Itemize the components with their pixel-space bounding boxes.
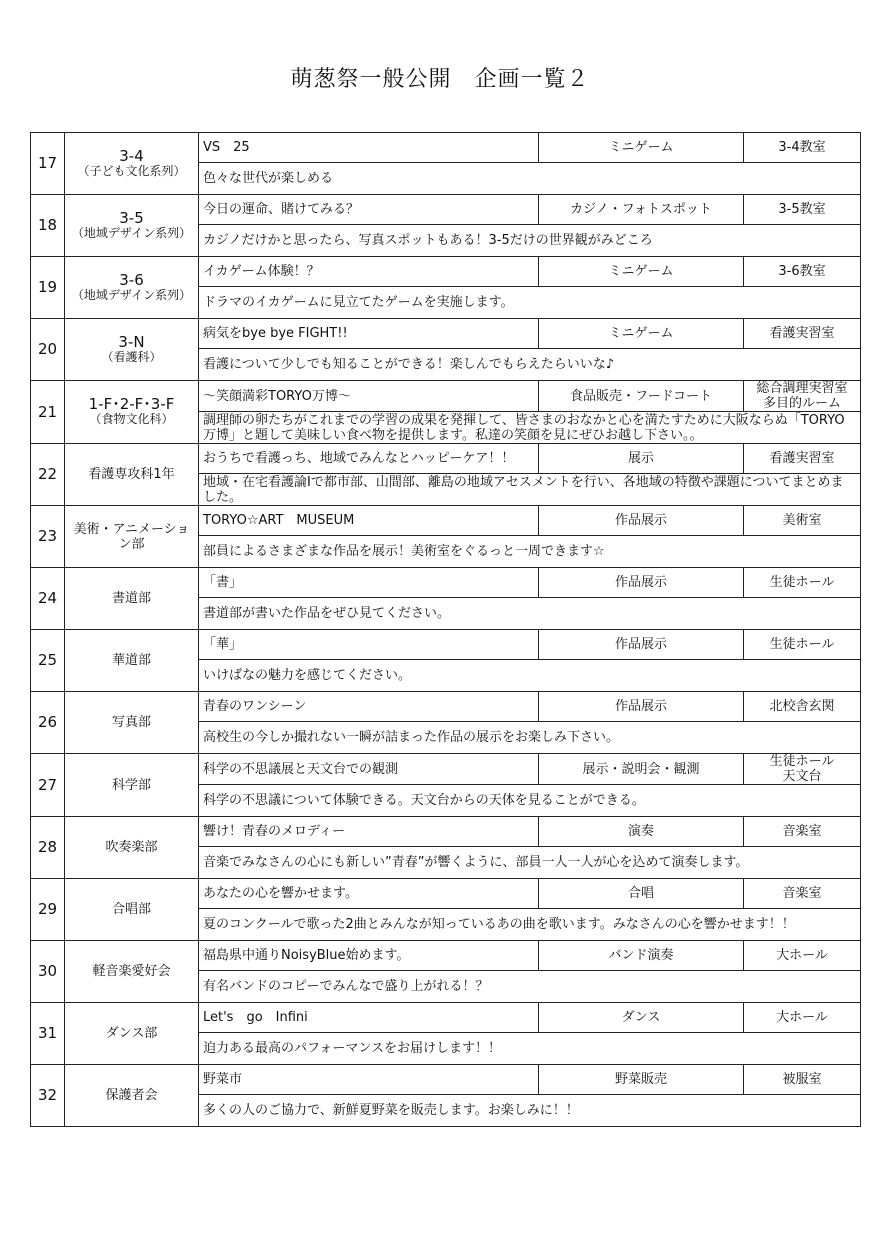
table-row	[31, 692, 861, 722]
event-place	[744, 941, 861, 971]
table-row	[31, 1003, 861, 1033]
place-line: 被服室	[782, 1072, 822, 1087]
entry-number: 19	[31, 257, 65, 319]
entry-number: 25	[31, 630, 65, 692]
event-type: 作品展示	[539, 568, 744, 598]
group-label: 科学部	[111, 777, 151, 793]
event-name: VS 25	[199, 133, 539, 163]
table-row	[31, 941, 861, 971]
event-name: おうちで看護っち、地域でみんなとハッピーケア！！	[199, 444, 539, 474]
event-type: 食品販売・フードコート	[539, 381, 744, 412]
event-description: 色々な世代が楽しめる	[199, 163, 861, 195]
entry-number: 17	[31, 133, 65, 195]
event-description: いけばなの魅力を感じてください。	[199, 660, 861, 692]
event-name: 福島県中通りNoisyBlue始めます。	[199, 941, 539, 971]
table-row	[31, 568, 861, 598]
group-name	[65, 941, 199, 1003]
event-description: カジノだけかと思ったら、写真スポットもある！3-5だけの世界観がみどころ	[199, 225, 861, 257]
group-name	[65, 381, 199, 444]
entry-number: 28	[31, 817, 65, 879]
event-place	[744, 381, 861, 412]
entry-number: 30	[31, 941, 65, 1003]
group-label: 3-4	[119, 146, 144, 165]
event-description: 書道部が書いた作品をぜひ見てください。	[199, 598, 861, 630]
place-line: 3-5教室	[778, 202, 826, 217]
event-place	[744, 195, 861, 225]
entry-number: 23	[31, 506, 65, 568]
event-name: 病気をbye bye FIGHT!!	[199, 319, 539, 349]
table-row	[31, 754, 861, 785]
event-place	[744, 257, 861, 287]
table-row	[31, 444, 861, 474]
event-description: 地域・在宅看護論Ⅰで都市部、山間部、離島の地域アセスメントを行い、各地域の特徴や課題についてまとめました。	[199, 474, 861, 506]
event-description: 音楽でみなさんの心にも新しい”青春”が響くように、部員一人一人が心を込めて演奏します。	[199, 847, 861, 879]
event-description: 科学の不思議について体験できる。天文台からの天体を見ることができる。	[199, 785, 861, 817]
event-place	[744, 133, 861, 163]
event-name: 「書」	[199, 568, 539, 598]
event-description: 迫力ある最高のパフォーマンスをお届けします！！	[199, 1033, 861, 1065]
event-type: 作品展示	[539, 506, 744, 536]
group-label: 書道部	[111, 591, 151, 606]
event-place	[744, 879, 861, 909]
event-name: 青春のワンシーン	[199, 692, 539, 722]
group-name	[65, 817, 199, 879]
event-place	[744, 506, 861, 536]
page-title: 萌葱祭一般公開 企画一覧２	[290, 67, 590, 92]
event-name: イカゲーム体験！？	[199, 257, 539, 287]
table-row	[31, 319, 861, 349]
event-name: TORYO☆ART MUSEUM	[199, 506, 539, 536]
place-line: 3-6教室	[778, 264, 826, 279]
event-type: カジノ・フォトスポット	[539, 195, 744, 225]
event-place	[744, 1065, 861, 1095]
group-name	[65, 195, 199, 257]
group-sublabel: （看護科）	[101, 349, 162, 364]
event-type: ダンス	[539, 1003, 744, 1033]
event-type: バンド演奏	[539, 941, 744, 971]
group-label: 華道部	[111, 653, 151, 668]
group-label: 1-F･2-F･3-F	[88, 395, 175, 413]
group-name	[65, 879, 199, 941]
group-name	[65, 568, 199, 630]
group-label: 3-5	[119, 208, 144, 227]
event-description: 看護について少しでも知ることができる！楽しんでもらえたらいいな♪	[199, 349, 861, 381]
group-sublabel: （地域デザイン系列）	[71, 287, 192, 302]
entry-number: 27	[31, 754, 65, 817]
place-line: 北校舎玄関	[769, 699, 835, 714]
group-name	[65, 692, 199, 754]
place-line: 生徒ホール	[769, 637, 835, 652]
event-type: ミニゲーム	[539, 133, 744, 163]
group-label: 吹奏楽部	[105, 840, 158, 855]
table-row	[31, 630, 861, 660]
group-label: 写真部	[111, 715, 151, 730]
event-place	[744, 817, 861, 847]
group-name	[65, 444, 199, 506]
group-name	[65, 133, 199, 195]
event-type: 作品展示	[539, 630, 744, 660]
event-place	[744, 692, 861, 722]
event-type: 野菜販売	[539, 1065, 744, 1095]
group-label: 美術・アニメーション部	[73, 521, 190, 552]
group-label: 看護専攻科1年	[88, 467, 175, 482]
table-row	[31, 879, 861, 909]
group-name	[65, 506, 199, 568]
event-type: 展示	[539, 444, 744, 474]
place-line: 3-4教室	[778, 140, 826, 155]
event-name: Let's go Infini	[199, 1003, 539, 1033]
entry-number: 24	[31, 568, 65, 630]
place-line: 看護実習室	[769, 451, 835, 466]
table-row	[31, 1065, 861, 1095]
entry-number: 21	[31, 381, 65, 444]
event-type: ミニゲーム	[539, 319, 744, 349]
group-name	[65, 1065, 199, 1127]
table-row	[31, 817, 861, 847]
group-name	[65, 257, 199, 319]
event-description: ドラマのイカゲームに見立てたゲームを実施します。	[199, 287, 861, 319]
event-place	[744, 754, 861, 785]
place-line: 総合調理実習室	[756, 381, 848, 396]
event-name: 響け！青春のメロディー	[199, 817, 539, 847]
group-sublabel: （子ども文化系列）	[77, 163, 186, 178]
place-line: 大ホール	[776, 1010, 828, 1025]
entry-number: 31	[31, 1003, 65, 1065]
event-description: 多くの人のご協力で、新鮮夏野菜を販売します。お楽しみに！！	[199, 1095, 861, 1127]
entry-number: 32	[31, 1065, 65, 1127]
place-line: 大ホール	[776, 948, 828, 963]
table-row	[31, 257, 861, 287]
event-type: ミニゲーム	[539, 257, 744, 287]
event-type: 演奏	[539, 817, 744, 847]
group-label: 軽音楽愛好会	[92, 964, 171, 979]
group-sublabel: （地域デザイン系列）	[71, 225, 192, 240]
event-name: 野菜市	[199, 1065, 539, 1095]
event-description: 調理師の卵たちがこれまでの学習の成果を発揮して、皆さまのおなかと心を満たすために大阪ならぬ「TORYO万博」と題して美味しい食べ物を提供します。私達の笑顔を見にぜひお越し下さい。。	[199, 412, 861, 444]
table-row	[31, 381, 861, 412]
event-table	[30, 132, 861, 1127]
table-row	[31, 133, 861, 163]
group-name	[65, 630, 199, 692]
place-line: 天文台	[782, 769, 822, 784]
event-name: あなたの心を響かせます。	[199, 879, 539, 909]
group-label: 3-6	[119, 270, 144, 289]
event-place	[744, 568, 861, 598]
place-line: 音楽室	[782, 824, 822, 839]
group-name	[65, 319, 199, 381]
event-place	[744, 1003, 861, 1033]
group-name	[65, 754, 199, 817]
event-place	[744, 319, 861, 349]
event-description: 夏のコンクールで歌った2曲とみんなが知っているあの曲を歌います。みなさんの心を響かせます！！	[199, 909, 861, 941]
place-line: 生徒ホール	[769, 754, 835, 769]
event-description: 有名バンドのコピーでみんなで盛り上がれる！？	[199, 971, 861, 1003]
entry-number: 29	[31, 879, 65, 941]
event-place	[744, 444, 861, 474]
event-type: 展示・説明会・観測	[539, 754, 744, 785]
place-line: 美術室	[782, 513, 822, 528]
group-name	[65, 1003, 199, 1065]
event-description: 高校生の今しか撮れない一瞬が詰まった作品の展示をお楽しみ下さい。	[199, 722, 861, 754]
entry-number: 18	[31, 195, 65, 257]
event-type: 合唱	[539, 879, 744, 909]
event-name: 科学の不思議展と天文台での観測	[199, 754, 539, 785]
entry-number: 20	[31, 319, 65, 381]
group-label: ダンス部	[105, 1026, 158, 1041]
entry-number: 22	[31, 444, 65, 506]
event-name: 「華」	[199, 630, 539, 660]
event-name: ～笑顔満彩TORYO万博～	[199, 381, 539, 412]
place-line: 音楽室	[782, 886, 822, 901]
group-label: 合唱部	[111, 902, 151, 917]
group-label: 3-N	[118, 332, 145, 351]
place-line: 看護実習室	[769, 326, 835, 341]
entry-number: 26	[31, 692, 65, 754]
event-place	[744, 630, 861, 660]
event-type: 作品展示	[539, 692, 744, 722]
place-line: 多目的ルーム	[762, 396, 841, 411]
group-label: 保護者会	[105, 1088, 158, 1103]
place-line: 生徒ホール	[769, 575, 835, 590]
event-description: 部員によるさまざまな作品を展示！美術室をぐるっと一周できます☆	[199, 536, 861, 568]
table-row	[31, 195, 861, 225]
group-sublabel: （食物文化科）	[89, 412, 174, 426]
event-name: 今日の運命、賭けてみる？	[199, 195, 539, 225]
table-row	[31, 506, 861, 536]
